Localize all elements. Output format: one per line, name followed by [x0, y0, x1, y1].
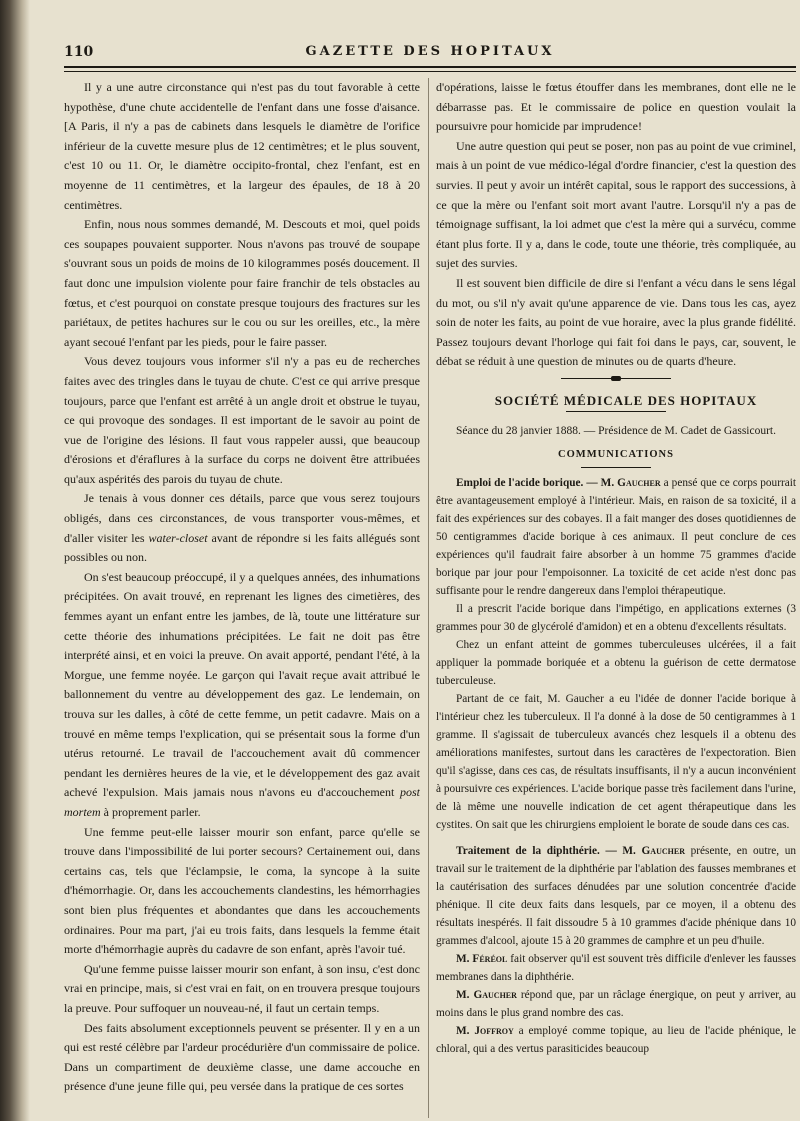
paragraph [436, 950, 796, 986]
paragraph: Une femme peut-elle laisser mourir son enfant, parce qu'elle se trouve dans l'impossibilité de lui porter secours? Certainement oui, dans certains cas, tels que l'éclampsie, le coma, la syncope à la suite d'hémorrhagie. Or, dans les accouchements clandestins, les hémorrhagies sont bien plus fréquentes et abondantes que dans les accouchements ordinaires. Pour ma part, j'ai eu trois faits, dans lesquels la femme était morte d'hémorrhagie auprès du cadavre de son enfant, après l'avoir tué. [64, 824, 420, 957]
page-binding-edge [0, 0, 30, 1121]
page-header [64, 44, 796, 62]
run-in-heading: Emploi de l'acide borique. [456, 476, 584, 489]
left-column [64, 78, 420, 1120]
column-divider [428, 78, 429, 1118]
author-name: — M. Gaucher [586, 476, 661, 489]
italic-term: post mortem [64, 785, 420, 819]
paragraph [436, 474, 796, 600]
paragraph: Chez un enfant atteint de gommes tuberculeuses ulcérées, il a fait appliquer la pommade boriquée et a obtenu la guérison de cette dermatose tuberculeuse. [436, 638, 796, 687]
paragraph: d'opérations, laisse le fœtus étouffer dans les membranes, dont elle ne le débarrasse pas. Et le commissaire de police en question voulait la poursuivre pour homicide par imprudence! [436, 80, 796, 134]
text-run: répond que, par un râclage énergique, on peut y arriver, au moins dans le plus grand nombre des cas. [436, 988, 796, 1019]
paragraph [436, 842, 796, 950]
paragraph: Il est souvent bien difficile de dire si l'enfant a vécu dans le sens légal du mot, ou s'il n'y avait qu'une apparence de vie. Dans tous les cas, ayez soin de noter les faits, au point de vue horaire, avec la plus grande fidélité. Passez toujours devant l'horloge qui fait foi dans le pays, car, souvent, le débat se réduit à une question de minutes ou de quarts d'heure. [436, 275, 796, 369]
author-name: M. Gaucher [456, 988, 517, 1001]
right-column [436, 78, 796, 1120]
paragraph: Vous devez toujours vous informer s'il n'y a pas eu de recherches faites avec des tringles dans le tuyau de chute. C'est ce qui arrive presque toujours, parce que l'enfant est arrêté à un angle droit et obstrue le tuyau, ce qui provoque des sondages. Il est important de le savoir au point de vue de l'origine des lésions. Il faut vous rappeler aussi, que beaucoup d'érosions et d'éraflures à la surface du corps ne doivent être attribuées qu'aux aspérités des parois du tuyau de chute. [64, 354, 420, 486]
author-name: — M. Gaucher [605, 844, 685, 857]
page-number: 110 [64, 44, 94, 60]
paragraph: Partant de ce fait, M. Gaucher a eu l'idée de donner l'acide borique à l'intérieur chez les tuberculeux. Il l'a donné à la dose de 50 centigrammes à 1 gramme. Il s'agissait de tuberculeux avancés chez lesquels il a obtenu des améliorations manifestes, surtout dans les caractères de l'expectoration. Bien qu'il s'agisse, dans ces cas, de résultats insuffisants, il n'y a aucun inconvénient à poursuivre ces expériences. L'acide borique passe très facilement dans l'urine, de là même une nouvelle indication de cet agent thérapeutique dans les cystites. On sait que les chirurgiens emploient le borate de soude dans ces cas. [436, 692, 796, 831]
communications-heading: COMMUNICATIONS [558, 449, 674, 461]
run-in-heading: Traitement de la diphthérie. [456, 844, 600, 857]
text-run: Je tenais à vous donner ces détails, parce que vous serez toujours obligés, dans ces circonstances, de vous transporter vous-mêmes, et d'aller visiter les [64, 491, 420, 545]
paragraph: Enfin, nous nous sommes demandé, M. Descouts et moi, quel poids ces soupapes pouvaient supporter. Nous n'avons pas trouvé de soupape s'ouvrant sous un poids de moins de 10 kilogrammes posés doucement. Il faut donc une impulsion violente pour faire franchir de tels obstacles au fœtus, et c'est pourquoi on constate presque toujours des fractures sur les pariétaux, de petites hachures sur le cou ou sur les oreilles, etc., la mère ayant secoué l'enfant par les pieds, pour le faire passer. [64, 217, 420, 349]
paragraph: Qu'une femme puisse laisser mourir son enfant, à son insu, c'est donc vrai en principe, mais, si c'est vrai en fait, on en trouvera presque toujours la preuve. Pour suffoquer un nouveau-né, il faut un certain temps. [64, 961, 420, 1015]
header-rule-thick [64, 66, 796, 68]
paragraph [436, 986, 796, 1022]
title-underline [566, 411, 666, 412]
paragraph: Il a prescrit l'acide borique dans l'impétigo, en applications externes (3 grammes pour 30 de glycérolé d'amidon) et en a obtenu d'excellents résultats. [436, 602, 796, 633]
text-run: avant de répondre si les faits allégués sont possibles ou non. [64, 530, 420, 565]
author-name: M. Joffroy [456, 1024, 514, 1037]
session-line: Séance du 28 janvier 1888. — Présidence de M. Cadet de Gassicourt. [456, 424, 776, 437]
text-run: a pensé que ce corps pourrait être avantageusement employé à l'intérieur. Mais, en raison de sa toxicité, il a fait des expériences sur des cobayes. Il a fait manger des doses quotidiennes de 50 centigrammes d'acide borique à ces animaux. Il peut conclure de ces expériences qu'il faudrait faire absorber à un homme 75 grammes d'acide borique par jour pour l'empoisonner. La toxicité de cet acide n'est donc pas suffisante pour le rendre dangereux dans l'emploi thérapeutique. [436, 476, 796, 597]
section-title: SOCIÉTÉ MÉDICALE DES HOPITAUX [494, 392, 758, 408]
author-name: M. Féréol [456, 952, 508, 965]
text-run: fait observer qu'il est souvent très difficile d'enlever les fausses membranes dans la diphthérie. [436, 952, 796, 983]
paragraph [64, 568, 420, 823]
text-run: présente, en outre, un travail sur le traitement de la diphthérie par l'ablation des fausses membranes et la cautérisation des surfaces dénudées par une solution concentrée d'acide phénique. Il cite deux faits dans lesquels, par ce moyen, il a obtenu des résultats inespérés. Il fait dissoudre 5 à 10 grammes d'acide phénique dans 10 grammes d'alcool, ajoute 15 à 20 grammes de camphre et un peu d'huile. [436, 844, 796, 947]
italic-term: water-closet [148, 530, 208, 545]
text-run: On s'est beaucoup préoccupé, il y a quelques années, des inhumations précipitées. On avait trouvé, en reprenant les lignes des cimetières, des femmes ayant un enfant entre les jambes, de là, toute une littérature sur cette théorie des inhumations précipitées. Le fait ne doit pas être interprété ainsi, et en voici la preuve. On avait apporté, pendant l'été, à la Morgue, une femme noyée. Le garçon qui l'avait reçue avait attribué le ballonnement du ventre au développement des gaz. Le lendemain, on trouva sur les dalles, à côté de cette femme, un petit cadavre. Mais on a trouvé en même temps l'explication, qui se présentait sous la forme d'un utérus retourné. Le travail de l'accouchement avait dû commencer pendant les dernières heures de la vie, et le développement des gaz avait achevé l'expulsion. Mais jamais nous n'avons eu d'accouchement [64, 569, 420, 800]
paragraph: Une autre question qui peut se poser, non pas au point de vue criminel, mais à un point de vue médico-légal d'ordre financier, c'est la question des survies. Il peut y avoir un intérêt capital, sous le rapport des successions, à ce que la mère ou l'enfant soit mort avant l'autre. Lorsqu'il n'y a pas de témoignage suffisant, la loi admet que c'est la mère qui a survécu, comme étant plus forte. Il y a, dans le code, toute une théorie, très compliquée, au sujet des survies. [436, 138, 796, 271]
section-separator [561, 378, 671, 383]
text-run: a employé comme topique, au lieu de l'acide phénique, le chloral, qui a des vertus parasiticides beaucoup [436, 1024, 796, 1055]
header-rule-thin [64, 71, 796, 72]
paragraph [436, 1022, 796, 1058]
paragraph: Il y a une autre circonstance qui n'est pas du tout favorable à cette hypothèse, d'une chute accidentelle de l'enfant dans une fosse d'aisance. [A Paris, il n'y a pas de cabinets dans lesquels le diamètre de l'orifice inférieur de la cuvette mesure plus de 12 centimètres; et le plus souvent, c'est 10 ou 11. Or, le diamètre occipito-frontal, chez l'enfant, est en moyenne de 11 centimètres, et la largeur des épaules, de 18 à 20 centimètres. [64, 80, 420, 212]
paragraph [64, 489, 420, 567]
text-run: à proprement parler. [100, 804, 201, 819]
paragraph: Des faits absolument exceptionnels peuvent se présenter. Il y en a un qui est resté célèbre par l'ardeur procédurière d'un commissaire de police. Dans un compartiment de deuxième classe, une dame accouche en présence d'une jeune fille qui, peu versée dans la pratique de ces sortes [64, 1020, 420, 1094]
subheading-rule [581, 467, 651, 468]
journal-title: GAZETTE DES HOPITAUX [305, 44, 555, 59]
